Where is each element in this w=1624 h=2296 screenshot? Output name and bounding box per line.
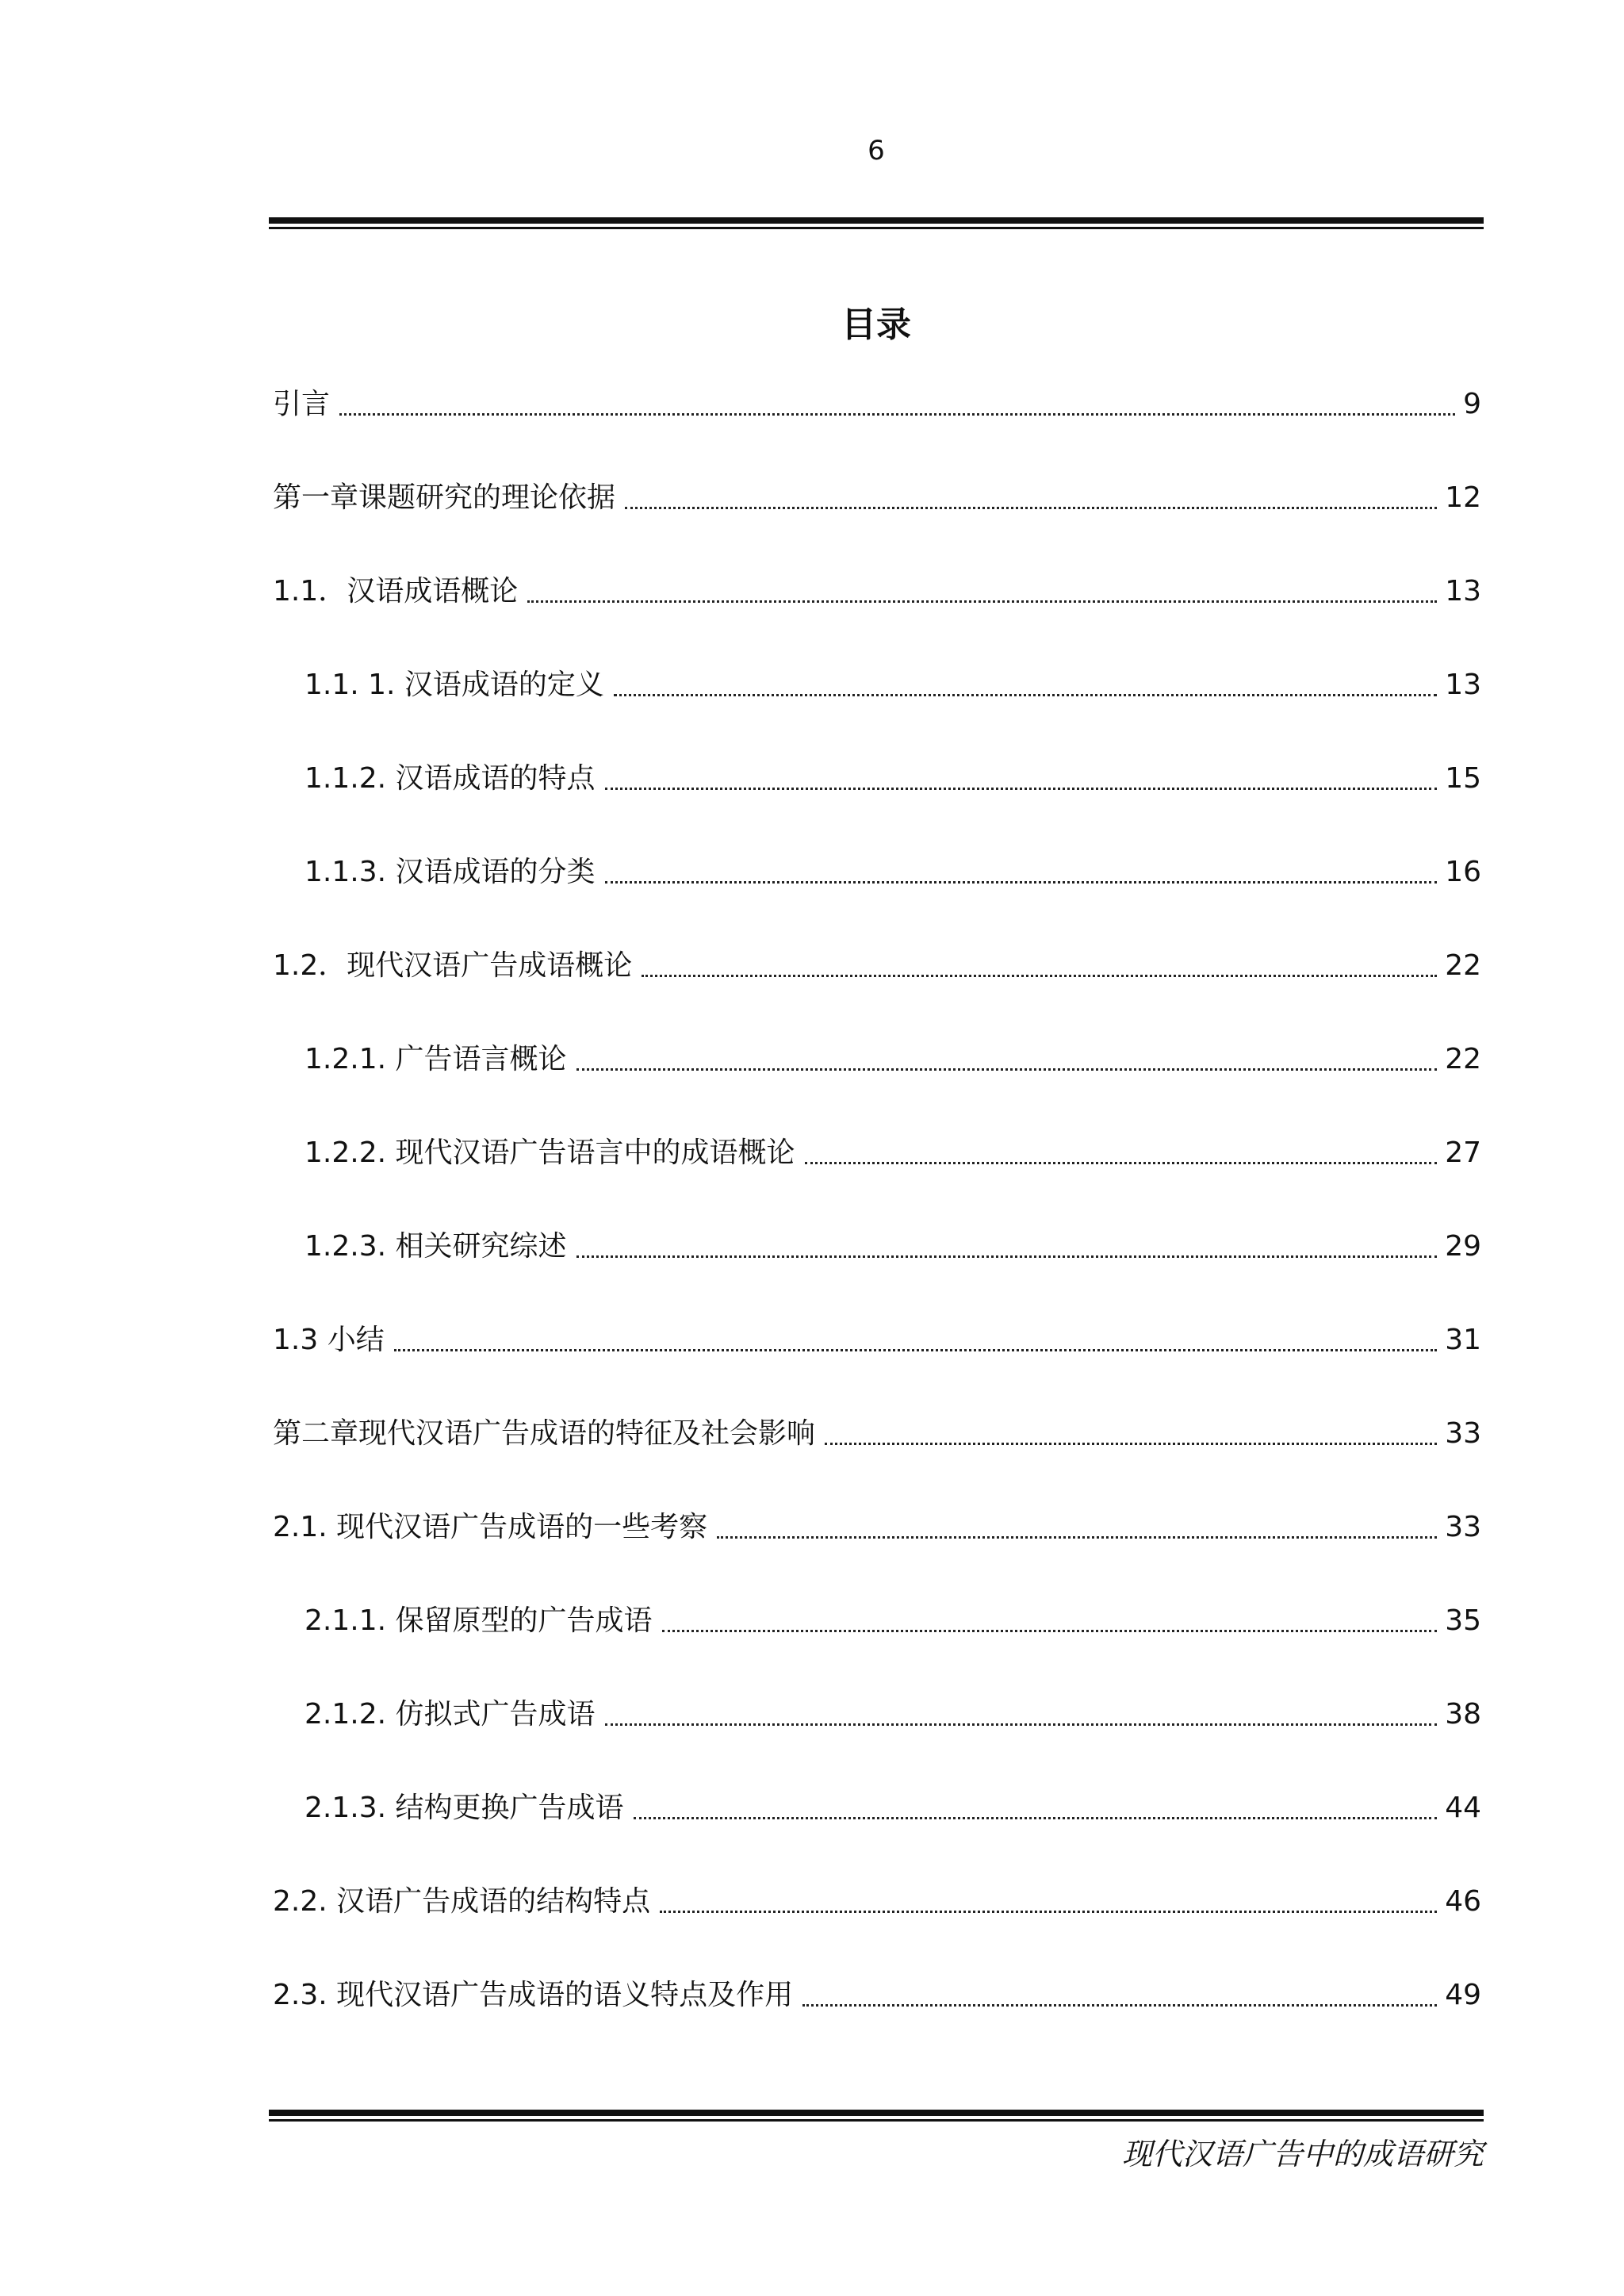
toc-entry[interactable] xyxy=(273,1690,1481,1784)
toc-entry-page-number: 22 xyxy=(1445,949,1481,982)
footer-document-title: 现代汉语广告中的成语研究 xyxy=(1121,2137,1484,2171)
toc-entry[interactable] xyxy=(273,473,1481,567)
toc-entry[interactable] xyxy=(273,567,1481,661)
toc-entry-label: 1.3 小结 xyxy=(273,1324,385,1356)
toc-entry[interactable] xyxy=(273,1784,1481,1877)
toc-entry-page-number: 15 xyxy=(1445,762,1481,795)
toc-entry-label: 1.2．现代汉语广告成语概论 xyxy=(273,949,633,982)
dot-leader xyxy=(576,1035,1438,1071)
dot-leader xyxy=(662,1596,1438,1632)
toc-entry-page-number: 38 xyxy=(1445,1698,1481,1731)
table-of-contents xyxy=(273,380,1481,2064)
toc-entry-label: 1.1．汉语成语概论 xyxy=(273,575,519,608)
toc-entry-page-number: 44 xyxy=(1445,1792,1481,1824)
dot-leader xyxy=(717,1503,1437,1539)
dot-leader xyxy=(660,1877,1437,1913)
dot-leader xyxy=(605,1690,1438,1726)
dot-leader xyxy=(825,1409,1437,1445)
footer-rule-thick xyxy=(269,2110,1484,2116)
toc-entry-page-number: 33 xyxy=(1445,1511,1481,1543)
dot-leader xyxy=(394,1316,1437,1351)
toc-entry-label: 1.2.1. 广告语言概论 xyxy=(304,1043,567,1075)
toc-entry-page-number: 29 xyxy=(1445,1230,1481,1263)
header-rule-thin xyxy=(269,227,1484,229)
toc-entry-page-number: 31 xyxy=(1445,1324,1481,1356)
header-rule xyxy=(269,217,1484,229)
toc-entry-page-number: 49 xyxy=(1445,1979,1481,2011)
toc-entry[interactable] xyxy=(273,380,1481,473)
footer-rule-thin xyxy=(269,2119,1484,2122)
toc-entry[interactable] xyxy=(273,1129,1481,1222)
dot-leader xyxy=(805,1129,1438,1164)
toc-entry-label: 1.1. 1. 汉语成语的定义 xyxy=(304,669,604,701)
dot-leader xyxy=(605,848,1438,884)
toc-entry[interactable] xyxy=(273,1503,1481,1596)
dot-leader xyxy=(527,567,1437,603)
dot-leader xyxy=(605,754,1438,790)
dot-leader xyxy=(339,380,1455,416)
toc-entry-page-number: 46 xyxy=(1445,1885,1481,1918)
page-number: 6 xyxy=(868,135,885,167)
toc-entry-page-number: 13 xyxy=(1445,669,1481,701)
toc-entry[interactable] xyxy=(273,1596,1481,1690)
toc-entry-label: 第二章现代汉语广告成语的特征及社会影响 xyxy=(273,1417,816,1450)
footer-rule xyxy=(269,2110,1484,2122)
toc-entry[interactable] xyxy=(273,1971,1481,2064)
toc-entry-label: 2.1. 现代汉语广告成语的一些考察 xyxy=(273,1511,708,1543)
toc-entry[interactable] xyxy=(273,1035,1481,1129)
toc-entry-page-number: 27 xyxy=(1445,1137,1481,1169)
toc-entry-page-number: 22 xyxy=(1445,1043,1481,1075)
dot-leader xyxy=(614,661,1437,696)
dot-leader xyxy=(802,1971,1437,2007)
toc-entry-page-number: 16 xyxy=(1445,856,1481,888)
toc-entry-label: 1.2.3. 相关研究综述 xyxy=(304,1230,567,1263)
toc-entry[interactable] xyxy=(273,661,1481,754)
toc-entry-page-number: 13 xyxy=(1445,575,1481,608)
toc-entry-page-number: 33 xyxy=(1445,1417,1481,1450)
toc-entry-label: 1.2.2. 现代汉语广告语言中的成语概论 xyxy=(304,1137,795,1169)
header-rule-thick xyxy=(269,217,1484,224)
toc-title: 目录 xyxy=(841,305,911,345)
toc-entry[interactable] xyxy=(273,754,1481,848)
toc-entry-page-number: 12 xyxy=(1445,481,1481,514)
toc-entry-label: 第一章课题研究的理论依据 xyxy=(273,481,616,514)
dot-leader xyxy=(576,1222,1438,1258)
toc-entry[interactable] xyxy=(273,1877,1481,1971)
toc-entry[interactable] xyxy=(273,1409,1481,1503)
toc-entry-label: 引言 xyxy=(273,388,331,420)
toc-entry[interactable] xyxy=(273,1316,1481,1409)
toc-entry-label: 2.1.1. 保留原型的广告成语 xyxy=(304,1604,653,1637)
toc-entry-label: 2.1.3. 结构更换广告成语 xyxy=(304,1792,624,1824)
toc-entry[interactable] xyxy=(273,848,1481,941)
toc-entry[interactable] xyxy=(273,941,1481,1035)
toc-entry-label: 2.2. 汉语广告成语的结构特点 xyxy=(273,1885,651,1918)
dot-leader xyxy=(634,1784,1438,1819)
toc-entry-page-number: 35 xyxy=(1445,1604,1481,1637)
toc-entry-label: 1.1.3. 汉语成语的分类 xyxy=(304,856,596,888)
toc-entry[interactable] xyxy=(273,1222,1481,1316)
toc-entry-label: 1.1.2. 汉语成语的特点 xyxy=(304,762,596,795)
dot-leader xyxy=(642,941,1437,977)
dot-leader xyxy=(625,473,1437,509)
toc-entry-label: 2.3. 现代汉语广告成语的语义特点及作用 xyxy=(273,1979,794,2011)
toc-entry-label: 2.1.2. 仿拟式广告成语 xyxy=(304,1698,596,1731)
toc-entry-page-number: 9 xyxy=(1463,388,1481,420)
